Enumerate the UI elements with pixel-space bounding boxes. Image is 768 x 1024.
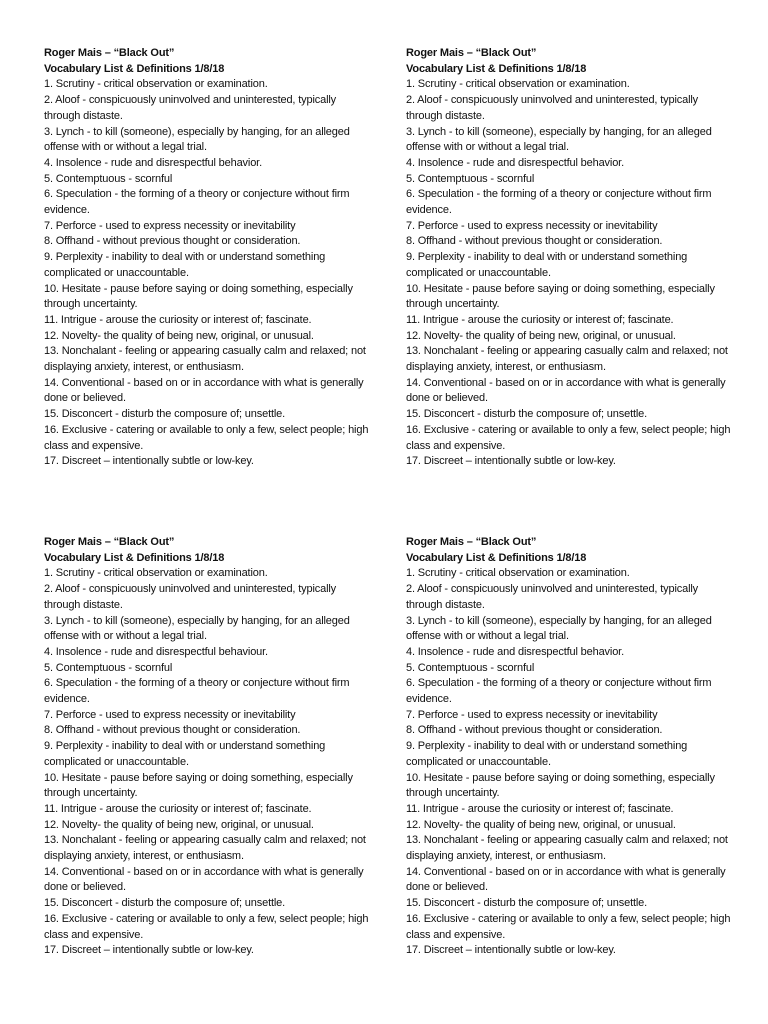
card-title: Roger Mais – “Black Out” [44,47,175,59]
vocab-item: 17. Discreet – intentionally subtle or low-key. [406,944,616,957]
vocab-item: 15. Disconcert - disturb the composure of; unsettle. [44,897,286,910]
vocab-item: 9. Perplexity - inability to deal with or understand something complicated or unaccountable. [44,740,326,768]
card-subtitle: Vocabulary List & Definitions 1/8/18 [44,551,225,564]
vocab-item: 5. Contemptuous - scornful [406,172,535,185]
vocab-item: 3. Lynch - to kill (someone), especially by hanging, for an alleged offense with or without a legal trial. [44,614,350,643]
vocab-item: 6. Speculation - the forming of a theory or conjecture without firm evidence. [406,188,712,217]
card-subtitle: Vocabulary List & Definitions 1/8/18 [406,551,587,564]
vocab-item: 12. Novelty- the quality of being new, original, or unusual. [406,329,676,342]
vocab-card-bottom-left [44,535,374,959]
vocab-item: 10. Hesitate - pause before saying or doing something, especially through uncertainty. [406,771,715,800]
vocab-item: 6. Speculation - the forming of a theory or conjecture without firm evidence. [406,677,712,706]
vocab-item: 2. Aloof - conspicuously uninvolved and uninterested, typically through distaste. [406,94,699,122]
vocab-item: 15. Disconcert - disturb the composure of; unsettle. [44,408,286,421]
card-subtitle: Vocabulary List & Definitions 1/8/18 [406,62,587,75]
vocab-card-top-left [44,46,374,470]
vocab-list [44,77,374,470]
vocab-item: 10. Hesitate - pause before saying or doing something, especially through uncertainty. [44,771,353,800]
vocab-item: 15. Disconcert - disturb the composure of; unsettle. [406,408,648,421]
vocab-item: 3. Lynch - to kill (someone), especially by hanging, for an alleged offense with or without a legal trial. [44,125,350,154]
vocab-item: 6. Speculation - the forming of a theory or conjecture without firm evidence. [44,188,350,217]
card-title: Roger Mais – “Black Out” [406,536,537,548]
vocab-item: 9. Perplexity - inability to deal with or understand something complicated or unaccountable. [406,740,688,768]
vocab-item: 16. Exclusive - catering or available to only a few, select people; high class and expensive. [44,912,369,941]
vocab-item: 14. Conventional - based on or in accordance with what is generally done or believed. [406,376,726,405]
vocab-item: 7. Perforce - used to express necessity or inevitability [44,219,296,232]
vocab-item: 8. Offhand - without previous thought or consideration. [44,235,301,248]
card-title: Roger Mais – “Black Out” [44,536,175,548]
vocab-item: 8. Offhand - without previous thought or consideration. [406,235,663,248]
vocab-item: 10. Hesitate - pause before saying or doing something, especially through uncertainty. [44,282,353,311]
vocab-item: 17. Discreet – intentionally subtle or low-key. [406,455,616,468]
vocab-item: 4. Insolence - rude and disrespectful behavior. [44,156,262,169]
vocab-card-bottom-right [406,535,736,959]
card-title: Roger Mais – “Black Out” [406,47,537,59]
vocab-item: 11. Intrigue - arouse the curiosity or interest of; fascinate. [44,802,312,815]
vocab-item: 17. Discreet – intentionally subtle or low-key. [44,455,254,468]
vocab-item: 2. Aloof - conspicuously uninvolved and uninterested, typically through distaste. [44,94,337,122]
vocab-item: 2. Aloof - conspicuously uninvolved and uninterested, typically through distaste. [44,583,337,611]
vocab-item: 11. Intrigue - arouse the curiosity or interest of; fascinate. [406,313,674,326]
vocab-item: 3. Lynch - to kill (someone), especially by hanging, for an alleged offense with or without a legal trial. [406,125,712,154]
card-subtitle: Vocabulary List & Definitions 1/8/18 [44,62,225,75]
vocab-item: 13. Nonchalant - feeling or appearing casually calm and relaxed; not displaying anxiety, interest, or enthusiasm. [44,834,366,863]
vocab-list [406,77,736,470]
vocab-item: 1. Scrutiny - critical observation or examination. [44,78,268,91]
vocab-item: 6. Speculation - the forming of a theory or conjecture without firm evidence. [44,677,350,706]
vocab-item: 14. Conventional - based on or in accordance with what is generally done or believed. [44,865,364,894]
vocab-item: 11. Intrigue - arouse the curiosity or interest of; fascinate. [44,313,312,326]
vocab-item: 12. Novelty- the quality of being new, original, or unusual. [44,818,314,831]
vocab-item: 5. Contemptuous - scornful [44,661,173,674]
vocab-item: 1. Scrutiny - critical observation or examination. [44,567,268,580]
vocab-card-top-right [406,46,736,470]
vocab-item: 1. Scrutiny - critical observation or examination. [406,78,630,91]
vocab-item: 16. Exclusive - catering or available to only a few, select people; high class and expensive. [406,423,731,452]
vocab-item: 14. Conventional - based on or in accordance with what is generally done or believed. [44,376,364,405]
vocab-item: 4. Insolence - rude and disrespectful behavior. [406,645,624,658]
vocab-item: 5. Contemptuous - scornful [406,661,535,674]
vocab-item: 4. Insolence - rude and disrespectful behaviour. [44,645,268,658]
vocab-item: 1. Scrutiny - critical observation or examination. [406,567,630,580]
vocab-item: 12. Novelty- the quality of being new, original, or unusual. [406,818,676,831]
vocab-item: 13. Nonchalant - feeling or appearing casually calm and relaxed; not displaying anxiety, interest, or enthusiasm. [406,834,728,863]
vocab-item: 3. Lynch - to kill (someone), especially by hanging, for an alleged offense with or without a legal trial. [406,614,712,643]
vocab-item: 9. Perplexity - inability to deal with or understand something complicated or unaccountable. [44,251,326,279]
vocab-item: 13. Nonchalant - feeling or appearing casually calm and relaxed; not displaying anxiety, interest, or enthusiasm. [406,345,728,374]
vocab-item: 8. Offhand - without previous thought or consideration. [406,724,663,737]
vocab-item: 14. Conventional - based on or in accordance with what is generally done or believed. [406,865,726,894]
vocab-item: 5. Contemptuous - scornful [44,172,173,185]
vocab-item: 7. Perforce - used to express necessity or inevitability [44,708,296,721]
vocab-list [44,566,374,959]
vocab-item: 16. Exclusive - catering or available to only a few, select people; high class and expensive. [406,912,731,941]
vocab-item: 13. Nonchalant - feeling or appearing casually calm and relaxed; not displaying anxiety, interest, or enthusiasm. [44,345,366,374]
vocab-item: 12. Novelty- the quality of being new, original, or unusual. [44,329,314,342]
vocab-item: 8. Offhand - without previous thought or consideration. [44,724,301,737]
vocab-item: 15. Disconcert - disturb the composure of; unsettle. [406,897,648,910]
vocab-item: 10. Hesitate - pause before saying or doing something, especially through uncertainty. [406,282,715,311]
vocab-item: 16. Exclusive - catering or available to only a few, select people; high class and expensive. [44,423,369,452]
vocab-item: 17. Discreet – intentionally subtle or low-key. [44,944,254,957]
vocab-item: 2. Aloof - conspicuously uninvolved and uninterested, typically through distaste. [406,583,699,611]
vocab-item: 4. Insolence - rude and disrespectful behavior. [406,156,624,169]
vocab-item: 9. Perplexity - inability to deal with or understand something complicated or unaccountable. [406,251,688,279]
vocab-item: 7. Perforce - used to express necessity or inevitability [406,708,658,721]
vocab-list [406,566,736,959]
vocab-item: 7. Perforce - used to express necessity or inevitability [406,219,658,232]
vocab-item: 11. Intrigue - arouse the curiosity or interest of; fascinate. [406,802,674,815]
